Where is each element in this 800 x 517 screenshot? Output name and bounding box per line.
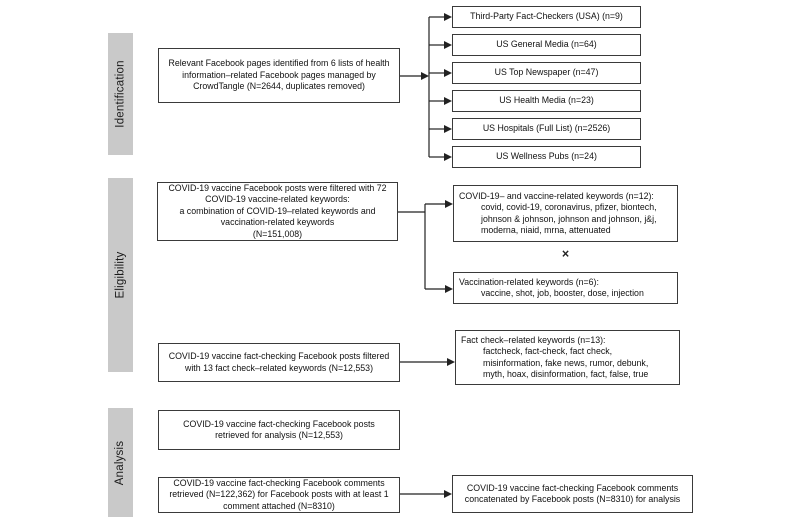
text-line: Fact check–related keywords (n=13): (461, 334, 606, 345)
text-line: (N=151,008) (252, 228, 303, 239)
box-list-us-top-newspaper (452, 62, 641, 84)
box-facebook-pages-source (158, 48, 400, 103)
text-line: COVID-19 vaccine fact-checking Facebook posts filtered (168, 351, 390, 361)
text-line: US General Media (n=64) (496, 39, 597, 50)
stage-label-identification: Identification (114, 60, 127, 128)
stage-label-analysis: Analysis (114, 440, 127, 485)
box-list-us-general-media (452, 34, 641, 56)
identification-connectors (400, 13, 452, 161)
box-comments-concatenated (452, 475, 693, 513)
text-line: covid, covid-19, coronavirus, pfizer, biontech, (481, 202, 657, 212)
text-line: COVID-19 vaccine Facebook posts were filtered with 72 (168, 182, 387, 193)
stage-label-eligibility: Eligibility (114, 251, 127, 299)
text-line: Third-Party Fact-Checkers (USA) (n=9) (470, 11, 623, 22)
box-factcheck-keywords (455, 330, 680, 385)
text-line: COVID-19 vaccine fact-checking Facebook comments (466, 482, 679, 493)
text-line: US Top Newspaper (n=47) (494, 67, 599, 78)
text-line: US Hospitals (Full List) (n=2526) (482, 123, 611, 134)
text-line: with 13 fact check–related keywords (N=12,553) (184, 362, 373, 373)
text-line: myth, hoax, disinformation, fact, false, true (483, 369, 649, 379)
text-line: COVID-19 vaccine fact-checking Facebook posts (183, 418, 375, 429)
box-list-us-hospitals (452, 118, 641, 140)
text-line: COVID-19– and vaccine-related keywords (n=12): (459, 190, 654, 201)
box-posts-retrieved (158, 410, 400, 450)
text-line: misinformation, fake news, rumor, debunk, (483, 357, 649, 368)
arrowhead-icon (444, 13, 452, 21)
stage-bar-analysis (108, 408, 133, 517)
stage-bar-eligibility (108, 178, 133, 372)
text-line: US Health Media (n=23) (499, 95, 594, 106)
arrowhead-icon (444, 41, 452, 49)
text-line: concatenated by Facebook posts (N=8310) for analysis (464, 494, 681, 504)
eligibility-connectors (398, 200, 455, 366)
text-line: johnson & johnson, johnson and johnson, j&j, (481, 213, 657, 224)
arrowhead-icon (444, 153, 452, 161)
box-factcheck-filter (158, 343, 400, 382)
arrowhead-icon (445, 285, 453, 293)
box-comments-retrieved (158, 477, 400, 513)
text-line: information–related Facebook pages managed by (182, 69, 376, 80)
arrowhead-icon (421, 72, 429, 80)
box-vaccination-keywords (453, 272, 678, 304)
text-line: comment attached (N=8310) (223, 500, 335, 511)
multiply-operator-icon: × (561, 247, 570, 261)
box-keyword-filter (157, 182, 398, 241)
arrowhead-icon (445, 200, 453, 208)
text-line: Vaccination-related keywords (n=6): (459, 276, 599, 287)
arrowhead-icon (447, 358, 455, 366)
box-list-us-wellness-pubs (452, 146, 641, 168)
text-line: COVID-19 vaccine fact-checking Facebook comments (173, 477, 385, 488)
arrowhead-icon (444, 97, 452, 105)
text-line: factcheck, fact-check, fact check, (483, 346, 613, 356)
text-line: CrowdTangle (N=2644, duplicates removed) (193, 81, 365, 92)
arrowhead-icon (444, 490, 452, 498)
arrowhead-icon (444, 125, 452, 133)
text-line: COVID-19 vaccine-related keywords: (205, 194, 350, 205)
text-line: Relevant Facebook pages identified from 6 lists of health (168, 58, 390, 69)
box-list-us-health-media (452, 90, 641, 112)
box-covid-keywords (453, 185, 678, 242)
text-line: vaccination-related keywords (220, 217, 335, 228)
box-list-third-party-fact-checkers (452, 6, 641, 28)
text-line: moderna, niaid, mrna, attenuated (481, 225, 611, 235)
analysis-connectors (400, 490, 452, 498)
text-line: vaccine, shot, job, booster, dose, injection (481, 288, 644, 298)
stage-bar-identification (108, 33, 133, 155)
text-line: a combination of COVID-19–related keywords and (179, 205, 376, 216)
text-line: retrieved (N=122,362) for Facebook posts with at least 1 (169, 489, 389, 500)
arrowhead-icon (444, 69, 452, 77)
text-line: US Wellness Pubs (n=24) (496, 151, 597, 162)
text-line: retrieved for analysis (N=12,553) (215, 430, 343, 440)
